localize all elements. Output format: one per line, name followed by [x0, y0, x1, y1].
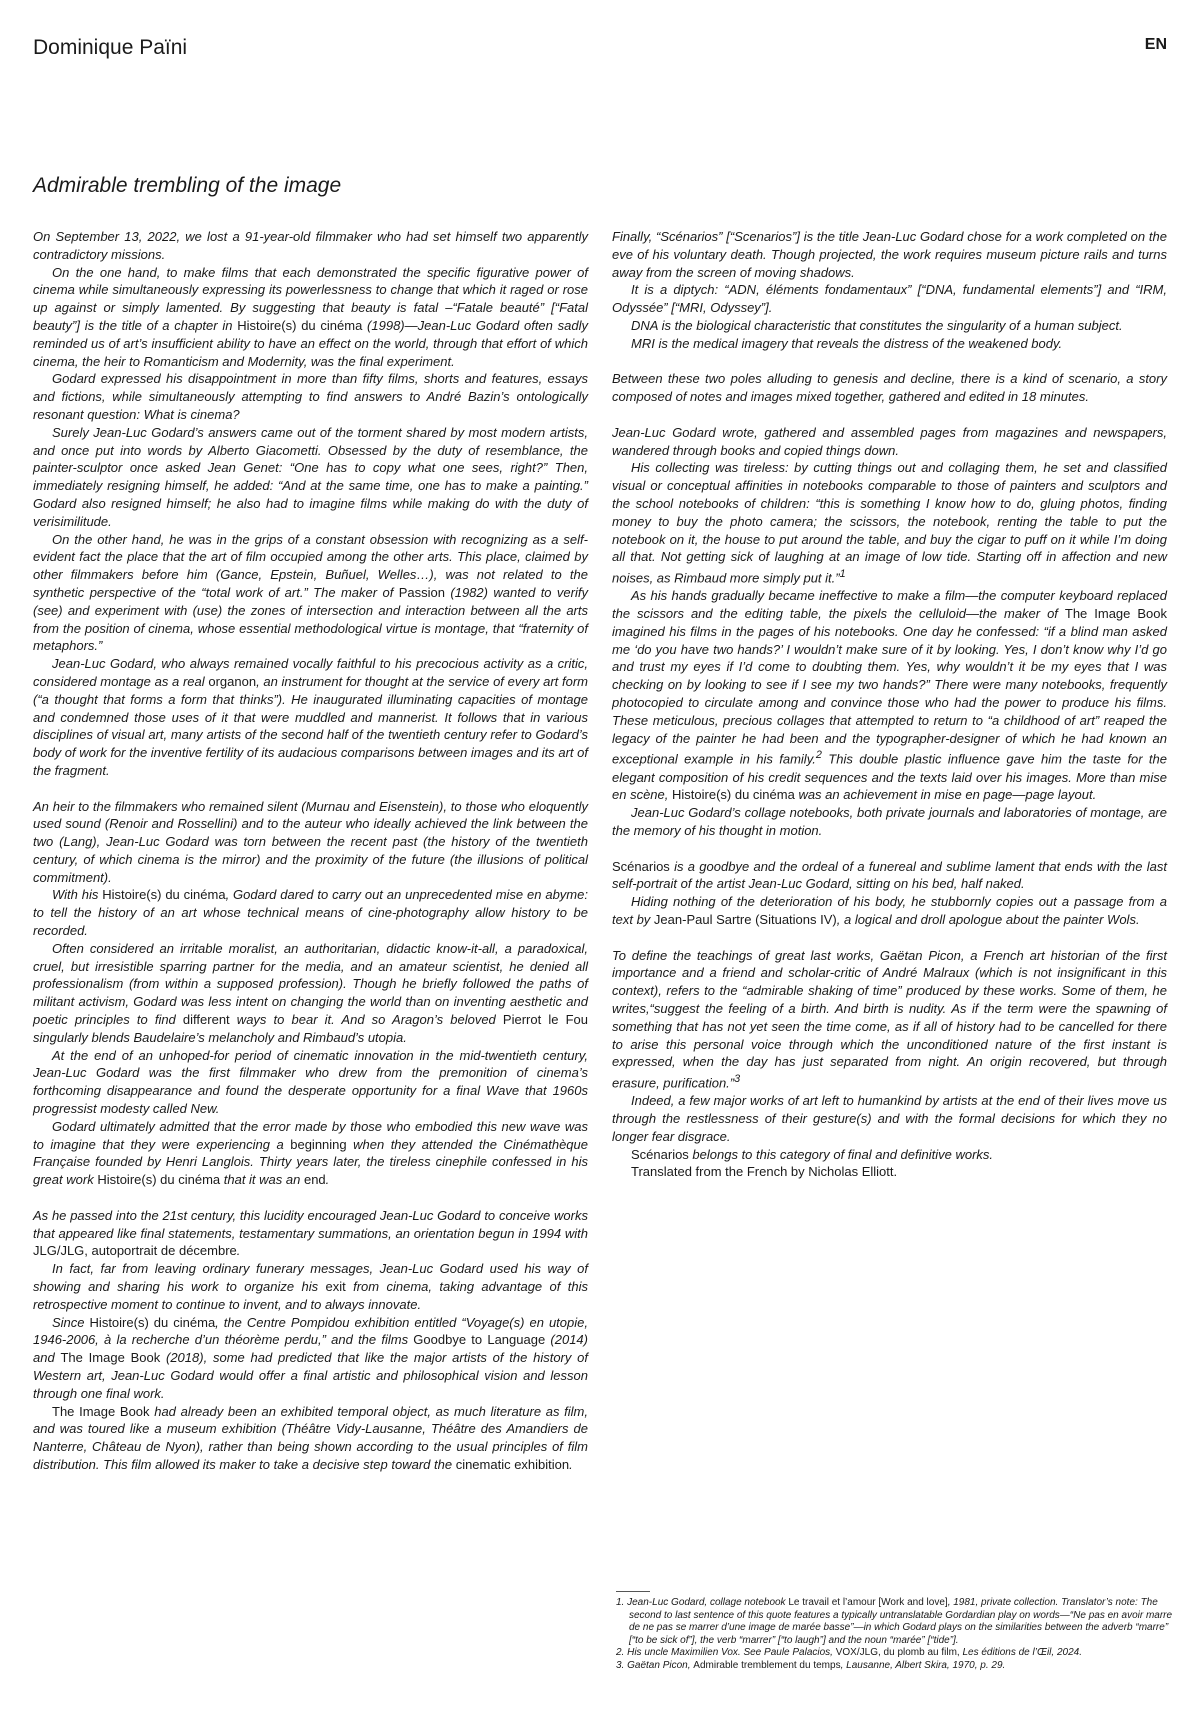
language-indicator: EN [1144, 36, 1167, 53]
term: end [303, 1172, 326, 1188]
work-title: (Situations IV) [751, 911, 837, 927]
paragraph [612, 858, 1167, 894]
footnote-ref: 3 [734, 1073, 741, 1086]
author-name: Dominique Païni [33, 36, 188, 59]
text: , du plomb au film, [877, 1647, 963, 1659]
text: On September 13, 2022, we lost a 91-year-old filmmaker who had set himself two apparently contradictory missions. [33, 229, 588, 262]
work-title: Pierrot le Fou [502, 1012, 588, 1028]
text: had already been an exhibited temporal object, as much literature as film, and was toured like a museum exhibition (Théâtre Vidy-Lausanne, Théâtre des Amandiers de Nanterre, Château de Nyon), rather than being shown according to the usual principles of film distribution. This film allowed its maker to take a decisive step toward the [33, 1403, 588, 1472]
text: , 1981, private collection. Translator’s note: The second to last sentence of this quote features a typically untranslatable Gordardian play on words—“Ne pas en avoir marre de ne pas se marrer d’une image de marée basse”—in which Godard plays on the similarities between the adverb “marre” [“to be sick of”], the verb “marrer” [“to laugh”] and the noun “marée” [“tide”]. [629, 1597, 1173, 1646]
work-title: Histoire(s) du cinéma [97, 1172, 221, 1188]
text: is a goodbye and the ordeal of a funereal and sublime lament that ends with the last self-portrait of the artist Jean-Luc Godard, sitting on his bed, half naked. [612, 858, 1167, 892]
paragraph [612, 228, 1167, 281]
text: DNA is the biological characteristic that constitutes the singularity of a human subject. [631, 317, 1123, 333]
paragraph [612, 281, 1167, 317]
text: 2. His uncle Maximilien Vox. See Paule Palacios, [616, 1647, 836, 1659]
text: Jean-Luc Godard wrote, gathered and assembled pages from magazines and newspapers, wandered through books and copied things down. [612, 424, 1167, 458]
text: In fact, far from leaving ordinary funerary messages, Jean-Luc Godard used his way of showing and sharing his work to organize his [33, 1261, 588, 1295]
text: imagined his films in the pages of his notebooks. One day he confessed: “if a blind man asked me ‘do you have two hands?’ I wouldn’t make sure of it by looking. Yes, I don’t know why I’d go and trust my eyes if I’d come to doubting them. Yes, why wouldn’t it be my eyes that I was checking on by looking to see if I see my two hands?” There were many notebooks, frequently photocopied to circulate among and convince those who had the power to produce his films. These meticulous, precious collages that attempted to return to “a childhood of art” reaped the legacy of the painter he had been and the typographer-designer of which he had known an exceptional example in his family. [612, 623, 1167, 767]
text: when they attended the Cinémathèque Française founded by Henri Langlois. Thirty years later, the tireless cinephile confessed in his great work [33, 1136, 588, 1188]
paragraph [612, 424, 1167, 460]
footnote-3 [616, 1660, 1181, 1673]
text: On the other hand, he was in the grips of a constant obsession with recognizing as a self-evident fact the place that the art of film occupied among the other arts. This place, claimed by other filmmakers before him (Gance, Epstein, Buñuel, Welles…), was not related to the synthetic perspective of the “total work of art.” The maker of [33, 531, 588, 600]
paragraph [33, 1047, 588, 1118]
text: Since [52, 1314, 90, 1330]
paragraph [33, 264, 588, 371]
left-column [33, 228, 588, 1474]
work-title: The Image Book [60, 1350, 161, 1366]
text: Godard ultimately admitted that the error made by those who embodied this new wave was to imagine that they were experiencing a [33, 1118, 588, 1152]
text: . [569, 1456, 573, 1472]
text: (1998)—Jean-Luc Godard often sadly reminded us of art’s insufficient ability to have an effect on the world, through that effort of which cinema, the heir to Romanticism and Modernity, was the final experiment. [33, 317, 588, 369]
paragraph [33, 655, 588, 780]
text: On the one hand, to make films that each demonstrated the specific figurative power of cinema while simultaneously expressing its powerlessness to change that which it raged or rose up against or simply lamented. By suggesting that beauty is fatal –“Fatale beauté” [“Fatal beauty”] is the title of a chapter in [33, 264, 588, 333]
text: , 2024. [1051, 1647, 1082, 1659]
text: At the end of an unhoped-for period of cinematic innovation in the mid-twentieth century, Jean-Luc Godard was the first filmmaker who drew from the premonition of cinema’s forthcoming disappearance and found the desperate opportunity for a final Wave that 1960s progressist modesty called New. [33, 1047, 588, 1117]
text: Often considered an irritable moralist, an authoritarian, didactic know-it-all, a paradoxical, cruel, but irresistible sparring partner for the media, and an amateur scientist, he denied all professionalism (from within a supposed profession). Though he briefly followed the paths of militant activism, Godard was less intent on changing the world than on inventing aesthetic and poetic principles to find [33, 940, 588, 1028]
term: different [182, 1012, 230, 1028]
paragraph [612, 1146, 1167, 1164]
text: MRI is the medical imagery that reveals the distress of the weakened body. [631, 335, 1063, 351]
text: . [325, 1172, 330, 1188]
paragraph [612, 335, 1167, 353]
text: was an achievement in mise en page—page layout. [794, 787, 1097, 803]
paragraph [33, 1403, 588, 1474]
term: beginning [290, 1136, 347, 1152]
publisher: Les éditions de l’Œil [962, 1647, 1052, 1659]
text: belongs to this category of final and definitive works. [688, 1146, 994, 1162]
text: Jean-Luc Godard, who always remained vocally faithful to his precocious activity as a critic, considered montage as a real [33, 656, 588, 689]
text: that it was an [220, 1172, 304, 1188]
work-title: The Image Book [1064, 606, 1167, 622]
paragraph [33, 370, 588, 423]
paragraph [612, 370, 1167, 406]
text: , the Centre Pompidou exhibition entitled “Voyage(s) en utopie, 1946-2006, à la recherche d’un théorème perdu,” and the films [33, 1314, 588, 1348]
article-title: Admirable trembling of the image [33, 174, 342, 197]
term: exit [325, 1279, 346, 1295]
text: An heir to the filmmakers who remained silent (Murnau and Eisenstein), to those who eloquently used sound (Renoir and Rossellini) and to the auteur who ideally achieved the link between the two (Lang), Jean-Luc Godard was torn between the recent past (the history of the twentieth century, of which cinema is the mirror) and the proximity of the future (the illusions of political commitment). [33, 798, 588, 885]
work-title: Goodbye to Language [413, 1332, 546, 1348]
text: , Godard dared to carry out an unprecedented mise en abyme: to tell the history of an art whose technical means of cine-photography allow history to be recorded. [33, 887, 588, 939]
text: 3. Gaëtan Picon, [616, 1659, 694, 1671]
paragraph [33, 886, 588, 939]
text: ways to bear it. And so Aragon’s beloved [229, 1012, 503, 1028]
text: It is a diptych: “ADN, éléments fondamentaux” [“DNA, fundamental elements”] and “IRM, Odyssée” [“MRI, Odyssey”]. [612, 282, 1167, 316]
paragraph [612, 317, 1167, 335]
work-title: Histoire(s) du cinéma [89, 1314, 216, 1330]
translation-credit: Translated from the French by Nicholas Elliott. [631, 1164, 898, 1180]
term: cinematic exhibition [455, 1456, 570, 1472]
text: , a logical and droll apologue about the painter Wols. [836, 911, 1140, 927]
paragraph [612, 804, 1167, 840]
paragraph [612, 947, 1167, 1093]
footnotes [616, 1597, 1181, 1673]
paragraph [612, 459, 1167, 587]
work-title: Admirable tremblement du temps [693, 1659, 841, 1671]
paragraph [33, 798, 588, 887]
text: This double plastic influence gave him the taste for the elegant composition of his credit sequences and the texts laid over his images. More than mise en scène, [612, 751, 1167, 803]
work-title: VOX/JLG [835, 1647, 878, 1659]
paragraph [612, 587, 1167, 804]
text: Godard expressed his disappointment in more than fifty films, shorts and features, essays and fictions, while simultaneously attempting to find answers to André Bazin’s ontologically resonant question: What is cinema? [33, 371, 588, 422]
text: Indeed, a few major works of art left to humankind by artists at the end of their lives move us through the restlessness of their gesture(s) and with the formal decisions for which they no longer fear disgrace. [612, 1093, 1167, 1144]
paragraph [33, 1207, 588, 1260]
paragraph [33, 1314, 588, 1403]
work-title: Passion [398, 584, 445, 600]
paragraph [612, 893, 1167, 929]
text: To define the teachings of great last works, Gaëtan Picon, a French art historian of the first importance and a friend and scholar-critic of André Malraux (which is not insignificant in this context), refers to the “admirable shaking of time” produced by these works. Some of them, he writes,“suggest the feeling of a birth. And birth is nudity. As if the term were the spawning of something that has not yet seen the time come, as if all of history had to be cancelled for there to arise this personal voice through which the unconditioned nature of the first instant is expressed, when the day has just separated from night. An origin recovered, but through erasure, purification.” [612, 947, 1167, 1091]
footnote-ref: 2 [815, 749, 822, 762]
paragraph [33, 940, 588, 1047]
work-title: Histoire(s) du cinéma [672, 787, 795, 803]
text: Hiding nothing of the deterioration of his body, he stubbornly copies out a passage from a text by [612, 894, 1167, 927]
text: As he passed into the 21st century, this lucidity encouraged Jean-Luc Godard to conceive works that appeared like final statements, testamentary summations, an orientation begun in 1994 with [33, 1207, 588, 1241]
text: Finally, “Scénarios” [“Scenarios”] is the title Jean-Luc Godard chose for a work completed on the eve of his voluntary death. Though projected, the work requires museum picture rails and turns away from the screen of moving shadows. [612, 229, 1167, 280]
footnote-divider [616, 1591, 650, 1592]
text: With his [52, 887, 103, 903]
text: (1982) wanted to verify (see) and experiment with (use) the zones of intersection and interaction between all the arts from the position of cinema, whose essential methodological virtue is montage, that “fraternity of metaphors.” [33, 584, 588, 654]
text: His collecting was tireless: by cutting things out and collaging them, he set and classified visual or conceptual affinities in notebooks comparable to those of painters and sculptors and the school notebooks of children: “this is something I know how to do, gluing photos, finding money to buy the photo camera; the scissors, the notebook, renting the table to put the notebook on it, the house to put around the table, and buy the cigar to puff on it while I’m doing all that. Not getting sick of laughing at an image of low tide. Starting off in affection and new noises, as Rimbaud more simply put it.” [612, 460, 1167, 586]
work-title: The Image Book [52, 1403, 150, 1419]
person-name: Jean-Paul Sartre [653, 911, 752, 927]
work-title: Histoire(s) du cinéma [237, 317, 363, 333]
footnote-ref: 1 [839, 568, 846, 581]
paragraph [33, 531, 588, 656]
paragraph [33, 1260, 588, 1313]
text: As his hands gradually became ineffective to make a film—the computer keyboard replaced the scissors and the editing table, the pixels the celluloid—the maker of [612, 588, 1167, 622]
term: organon [208, 673, 257, 689]
text: , an instrument for thought at the service of every art form (“a thought that forms a form that thinks”). He inaugurated illuminating capacities of montage and condemned those uses of it that were muddled and mannerist. It follows that in various disciplines of visual art, many artists of the second half of the twentieth century refer to Godard’s body of work for the inventive fertility of its audacious comparisons between images and its art of the fragment. [33, 673, 588, 778]
work-title: Scénarios [631, 1146, 689, 1162]
text: . [236, 1243, 241, 1259]
work-title: Scénarios [612, 858, 670, 874]
footnote-1 [616, 1597, 1181, 1647]
text: , Lausanne, Albert Skira, 1970, p. 29. [840, 1659, 1006, 1671]
paragraph [33, 228, 588, 264]
text: Between these two poles alluding to genesis and decline, there is a kind of scenario, a story composed of notes and images mixed together, gathered and edited in 18 minutes. [612, 371, 1167, 405]
text: (2018), some had predicted that like the major artists of the history of Western art, Jean-Luc Godard would offer a final artistic and philosophical vision and lesson through one final work. [33, 1350, 588, 1401]
footnote-2 [616, 1647, 1181, 1660]
text: 1. Jean-Luc Godard, collage notebook [616, 1597, 789, 1608]
work-title: Le travail et l’amour [Work and love] [788, 1597, 948, 1608]
text: (2014) and [33, 1332, 588, 1366]
text: Surely Jean-Luc Godard’s answers came out of the torment shared by most modern artists, and once put into words by Alberto Giacometti. Obsessed by the duty of resemblance, the painter-sculptor once asked Jean Genet: “One has to copy what one sees, right?” Then, immediately resigning himself, he added: “And at the same time, one has to make a painting.” Godard also resigned himself; he also had to imagine films while making do with the duty of verisimilitude. [33, 424, 588, 529]
work-title: JLG/JLG, autoportrait de décembre [33, 1243, 237, 1259]
paragraph [33, 1118, 588, 1189]
work-title: Histoire(s) du cinéma [102, 887, 226, 903]
right-column [612, 228, 1167, 1181]
text: Jean-Luc Godard’s collage notebooks, both private journals and laboratories of montage, are the memory of his thought in motion. [612, 805, 1167, 838]
paragraph [33, 424, 588, 531]
paragraph [612, 1092, 1167, 1145]
text: from cinema, taking advantage of this retrospective moment to continue to invent, and to always innovate. [33, 1279, 588, 1312]
text: singularly blends Baudelaire’s melancholy and Rimbaud’s utopia. [33, 1029, 407, 1045]
